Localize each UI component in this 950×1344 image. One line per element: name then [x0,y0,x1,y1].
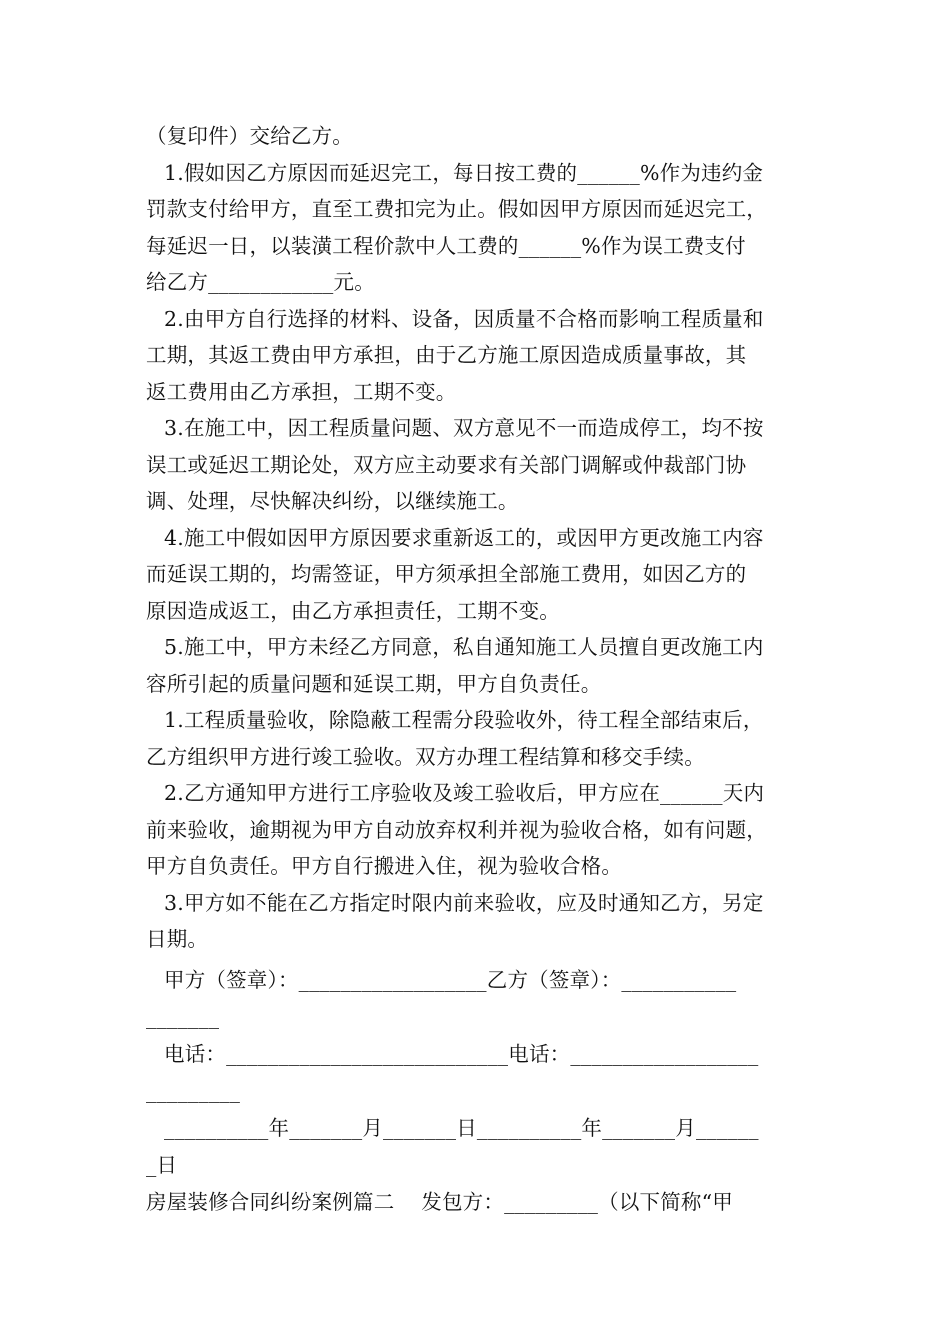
signature-line: _______ [146,1004,220,1029]
text-line: 2.由甲方自行选择的材料、设备，因质量不合格而影响工程质量和 [164,306,764,331]
text-line: 4.施工中假如因甲方原因要求重新返工的，或因甲方更改施工内容 [164,525,764,550]
text-line: 返工费用由乙方承担，工期不变。 [146,379,457,404]
signature-line: __________年_______月_______日__________年_______月______ [164,1115,759,1140]
text-line: 容所引起的质量问题和延误工期，甲方自负责任。 [146,671,602,696]
text-line: 1.假如因乙方原因而延迟完工，每日按工费的______%作为违约金 [164,160,764,185]
text-line: （复印件）交给乙方。 [146,124,353,148]
signature-line: _日 [146,1152,178,1177]
signature-line: 房屋装修合同纠纷案例篇二 发包方：_________（以下简称“甲 [146,1189,733,1214]
text-line: 乙方组织甲方进行竣工验收。双方办理工程结算和移交手续。 [146,744,705,769]
text-line: 误工或延迟工期论处，双方应主动要求有关部门调解或仲裁部门协 [146,452,747,477]
signature-line: 电话：___________________________电话：__________________ [164,1041,759,1066]
signature-block [146,962,826,1221]
signature-line: 甲方（签章）：__________________乙方（签章）：___________ [164,967,737,992]
text-line: 调、处理，尽快解决纠纷，以继续施工。 [146,489,519,513]
signature-line: _________ [146,1078,241,1103]
text-line: 5.施工中，甲方未经乙方同意，私自通知施工人员擅自更改施工内 [164,635,764,659]
text-line: 原因造成返工，由乙方承担责任，工期不变。 [146,598,560,623]
text-line: 而延误工期的，均需签证，甲方须承担全部施工费用，如因乙方的 [146,562,747,586]
text-line: 甲方自负责任。甲方自行搬进入住，视为验收合格。 [146,854,623,878]
text-line: 工期，其返工费由甲方承担，由于乙方施工原因造成质量事故，其 [146,343,747,367]
document-body [146,118,826,1221]
text-line: 3.甲方如不能在乙方指定时限内前来验收，应及时通知乙方，另定 [164,890,764,915]
text-line: 1.工程质量验收，除隐蔽工程需分段验收外，待工程全部结束后， [164,708,764,732]
text-line: 罚款支付给甲方，直至工费扣完为止。假如因甲方原因而延迟完工， [146,197,767,221]
clause-text [146,118,826,958]
text-line: 日期。 [146,927,209,951]
text-line: 给乙方____________元。 [146,270,375,294]
text-line: 2.乙方通知甲方进行工序验收及竣工验收后，甲方应在______天内 [164,781,765,805]
text-line: 3.在施工中，因工程质量问题、双方意见不一而造成停工，均不按 [164,416,764,440]
text-line: 前来验收，逾期视为甲方自动放弃权利并视为验收合格，如有问题， [146,817,767,842]
text-line: 每延迟一日，以装潢工程价款中人工费的______%作为误工费支付 [146,233,746,258]
